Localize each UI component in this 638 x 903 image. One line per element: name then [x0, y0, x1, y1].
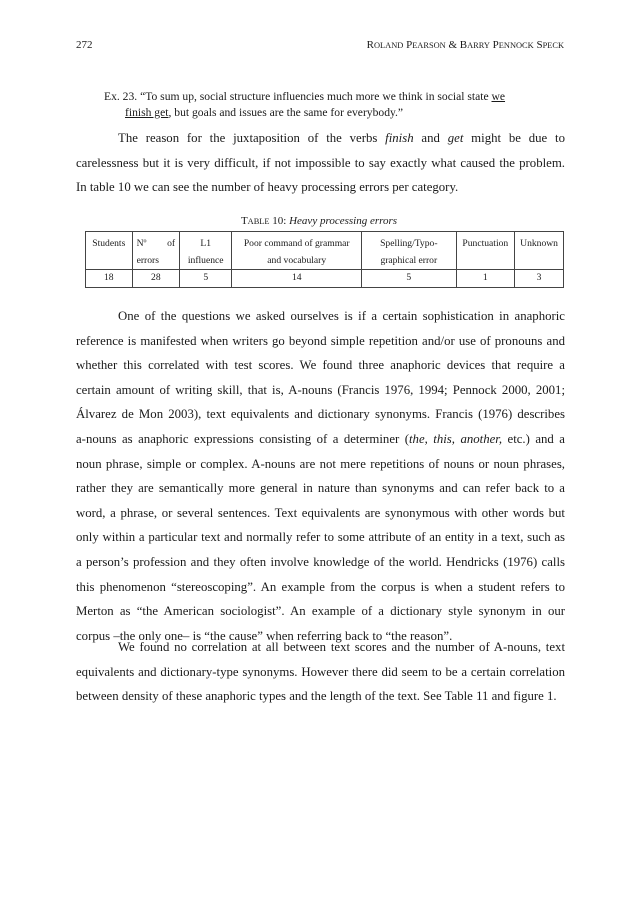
paragraph-line: a-nouns as anaphoric expressions consisting of a determiner (the, this, another, etc.) and a — [76, 431, 565, 446]
paragraph-line: equivalents and dictionary-type synonyms. However there did seem to be a certain correlation — [76, 664, 565, 679]
header-cell: Unknown — [515, 232, 564, 270]
paragraph-line: One of the questions we asked ourselves is if a certain sophistication in anaphoric — [118, 309, 565, 323]
paragraph-line: noun phrase, simple or complex. A-nouns are not mere repetitions of nouns or noun phrases, — [76, 456, 565, 471]
paragraph-3 — [76, 635, 565, 709]
example-23 — [104, 89, 542, 120]
page-number: 272 — [76, 39, 93, 51]
table-cell: 5 — [362, 270, 456, 288]
paragraph-line: between density of these anaphoric types and the length of the text. See Table 11 and figure 1. — [76, 689, 557, 704]
header-cell: Students — [86, 232, 133, 270]
heavy-processing-errors-table — [85, 231, 564, 288]
running-head-authors: ROLAND PEARSON & BARRY PENNOCK SPECK — [366, 39, 564, 51]
paragraph-line: only within a particular text and normally refer to some attribute of an entity in a text, such as — [76, 530, 565, 545]
paragraph-line: reference is manifested when writers go beyond simple repetition and/or use of pronouns and — [76, 333, 565, 348]
paragraph-line: corpus –the only one– is “the cause” when referring back to “the reason”. — [76, 628, 453, 643]
header-cell: Nº of errors — [132, 232, 180, 270]
example-line-1: Ex. 23. “To sum up, social structure influencies much more we think in social state we — [104, 90, 506, 103]
header-cell: Punctuation — [456, 232, 515, 270]
table-caption: TABLE 10: Heavy processing errors — [240, 215, 398, 227]
paragraph-line: rather they are semantically more general in nature than synonyms and can refer back to a — [76, 481, 565, 496]
paragraph-line: The reason for the juxtaposition of the verbs finish and get might be due to — [118, 131, 565, 145]
header-cell: Spelling/Typo- graphical error — [362, 232, 456, 270]
table-cell: 18 — [86, 270, 133, 288]
paragraph-line: In table 10 we can see the number of heavy processing errors per category. — [76, 180, 459, 195]
paragraph-1 — [76, 126, 565, 200]
paragraph-line: this phenomenon “stereoscoping”. An example from the corpus is when a student refers to — [76, 579, 565, 594]
table-cell: 28 — [132, 270, 180, 288]
table-cell: 3 — [515, 270, 564, 288]
table-cell: 1 — [456, 270, 515, 288]
paragraph-line: a person’s profession and they often involve knowledge of the world. Hendricks (1976) calls — [76, 554, 565, 569]
header-cell: Poor command of grammar and vocabulary — [232, 232, 362, 270]
example-line-2: finish get, but goals and issues are the same for everybody.” — [125, 105, 404, 119]
paragraph-line: We found no correlation at all between text scores and the number of A-nouns, text — [118, 640, 565, 654]
paragraph-2 — [76, 304, 565, 648]
paragraph-line: word, a phrase, or several sentences. Text equivalents are synonymous with other words but — [76, 505, 565, 520]
paragraph-line: whether this correlated with test scores. We found three anaphoric devices that require a — [76, 358, 565, 373]
paragraph-line: carelessness but it is very difficult, if not impossible to say exactly what caused the problem. — [76, 155, 565, 170]
table-cell: 14 — [232, 270, 362, 288]
table-row — [86, 270, 564, 288]
table-cell: 5 — [180, 270, 232, 288]
paragraph-line: certain amount of writing skill, that is, A-nouns (Francis 1976, 1994; Pennock 2000, 2001; — [76, 382, 565, 397]
paragraph-line: Merton as “the American sociologist”. An example of a dictionary style synonym in our — [76, 604, 565, 619]
header-cell: L1 influence — [180, 232, 232, 270]
table-header-row — [86, 232, 564, 270]
paragraph-line: Álvarez de Mon 2003), text equivalents and dictionary synonyms. Francis (1976) describes — [76, 407, 565, 422]
